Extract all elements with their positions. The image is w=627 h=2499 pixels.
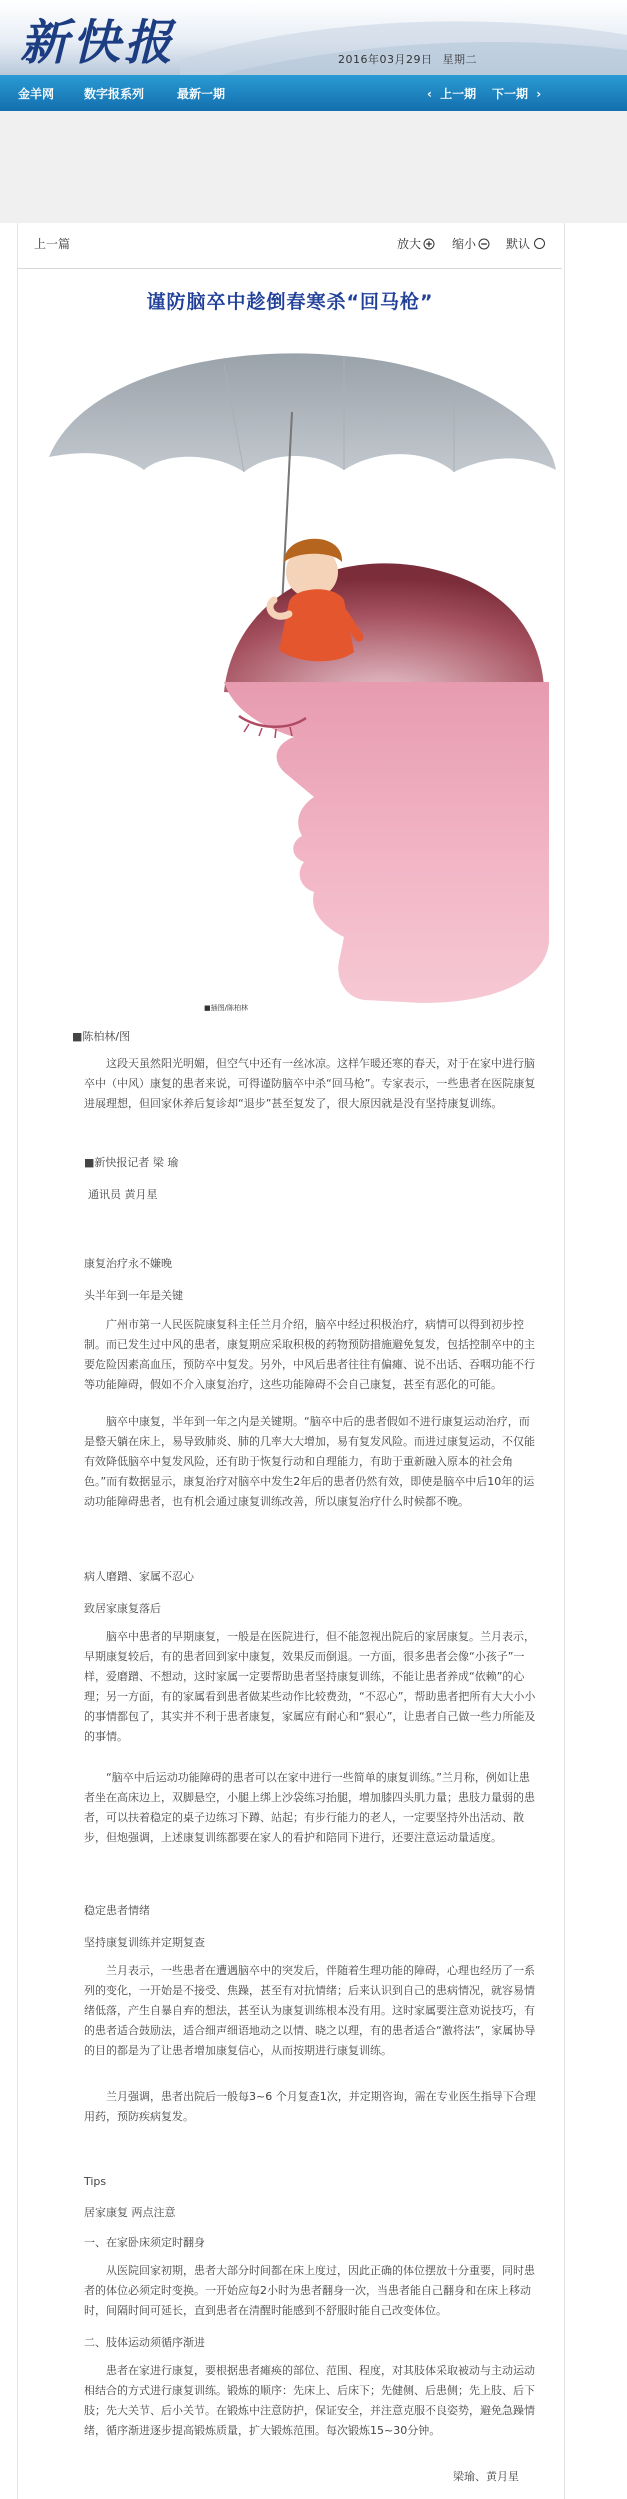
tip-heading: 二、肢体运动须循序渐进 bbox=[84, 2336, 205, 2349]
issue-weekday: 星期二 bbox=[442, 53, 477, 66]
lead-paragraph: 这段天虽然阳光明媚，但空气中还有一丝冰凉。这样乍暖还寒的春天，对于在家中进行脑卒中（中风）康复的患者来说，可得谨防脑卒中杀“回马枪”。专家表示，一些患者在医院康复进展理想，但回家休养后复诊却“退步”甚至复发了，很大原因就是没有坚持康复训练。 bbox=[84, 1057, 536, 1110]
section-paragraph: “脑卒中后运动功能障碍的患者可以在家中进行一些简单的康复训练。”兰月称，例如让患者坐在高床边上，双脚悬空，小腿上绑上沙袋练习抬腿，增加膝四头肌力量；患肢力量弱的患者，可以扶着稳定的桌子边练习下蹲、站起；有步行能力的老人，一定要坚持外出活动、散步，但炮强调，上述康复训练都要在家人的看护和陪同下进行，还要注意运动量适度。 bbox=[84, 1771, 535, 1844]
section-title: 稳定患者情绪 bbox=[84, 1904, 150, 1917]
illustration-caption: ■陈柏林/图 bbox=[72, 1030, 131, 1043]
default-size-label[interactable]: 默认 bbox=[506, 237, 531, 251]
issue-date bbox=[338, 51, 477, 67]
section-title: 康复治疗永不嫌晚 bbox=[84, 1257, 172, 1270]
header-spacer bbox=[0, 111, 627, 223]
nav-item-jinyang[interactable]: 金羊网 bbox=[18, 87, 55, 101]
default-size-icon[interactable] bbox=[534, 238, 545, 249]
section-paragraph: 广州市第一人民医院康复科主任兰月介绍，脑卒中经过积极治疗，病情可以得到初步控制。而已发生过中风的患者，康复期应采取积极的药物预防措施避免复发，包括控制卒中的主要危险因素高血压，预防卒中复发。另外，中风后患者往往有偏瘫、说不出话、吞咽功能不行等功能障碍，假如不介入康复治疗，这些功能障碍不会自己康复，甚至有恶化的可能。 bbox=[84, 1318, 535, 1391]
next-issue-label: 下一期 bbox=[492, 87, 529, 101]
reporter-byline: ■新快报记者 梁 瑜 bbox=[84, 1156, 179, 1169]
top-nav bbox=[0, 75, 627, 111]
tips-subtitle: 居家康复 两点注意 bbox=[84, 2206, 176, 2219]
section-title: 病人磨蹭、家属不忍心 bbox=[84, 1570, 194, 1583]
closing-byline: 梁瑜、黄月星 bbox=[453, 2470, 519, 2483]
masthead bbox=[0, 0, 627, 75]
tip-paragraph: 从医院回家初期，患者大部分时间都在床上度过，因此正确的体位摆放十分重要，同时患者的体位必须定时变换。一开始应每2小时为患者翻身一次，当患者能自己翻身和在床上移动时，间隔时间可延长，直到患者在清醒时能感到不舒服时能自己改变体位。 bbox=[84, 2264, 535, 2317]
section-subtitle: 坚持康复训练并定期复查 bbox=[84, 1936, 205, 1949]
tips-title: Tips bbox=[84, 2175, 107, 2188]
zoom-out-label[interactable]: 缩小 bbox=[452, 237, 477, 251]
article-illustration bbox=[44, 352, 564, 1012]
prev-issue-label: 上一期 bbox=[440, 87, 477, 101]
section-paragraph: 脑卒中康复，半年到一年之内是关键期。“脑卒中后的患者假如不进行康复运动治疗，而是整天躺在床上，易导致肺炎、肺的几率大大增加，易有复发风险。而进过康复运动，不仅能有效降低脑卒中复发风险，还有助于恢复行动和自理能力，有助于重新融入原本的社会角色。”而有数据显示，康复治疗对脑卒中发生2年后的患者仍然有效，即使是脑卒中后10年的运动功能障碍患者，也有机会通过康复训练改善，所以康复治疗什么时候都不晚。 bbox=[84, 1415, 535, 1508]
chevron-left-icon: ‹ bbox=[427, 87, 432, 101]
tip-heading: 一、在家卧床须定时翻身 bbox=[84, 2236, 205, 2249]
section-paragraph: 脑卒中患者的早期康复，一般是在医院进行，但不能忽视出院后的家居康复。兰月表示，早期康复较后，有的患者回到家中康复，效果反而倒退。一方面，很多患者会像“小孩子”一样，爱磨蹭、不想动，这时家属一定要帮助患者坚持康复训练，不能让患者养成“依赖”的心理；另一方面，有的家属看到患者做某些动作比较费劲，“不忍心”，帮助患者把所有大大小小的事情都包了，其实并不利于患者康复，家属应有耐心和“狠心”，让患者自己做一些力所能及的事情。 bbox=[84, 1630, 536, 1743]
tip-paragraph: 患者在家进行康复，要根据患者瘫痪的部位、范围、程度，对其肢体采取被动与主动运动相结合的方式进行康复训练。锻炼的顺序：先床上、后床下；先健侧、后患侧；先上肢、后下肢；先大关节、后小关节。在锻炼中注意防护，保证安全，并注意克服不良姿势，避免急躁情绪，循序渐进逐步提高锻炼质量，扩大锻炼范围。每次锻炼15~30分钟。 bbox=[84, 2364, 535, 2437]
section-paragraph: 兰月强调，患者出院后一般每3~6 个月复查1次，并定期咨询，需在专业医生指导下合理用药，预防疾病复发。 bbox=[84, 2090, 536, 2123]
chevron-right-icon: › bbox=[536, 87, 542, 101]
prev-issue-button[interactable] bbox=[427, 85, 476, 102]
issue-date-value: 2016年03月29日 bbox=[338, 53, 433, 66]
article-toolbar bbox=[18, 223, 562, 269]
nav-item-digital-papers[interactable]: 数字报系列 bbox=[84, 87, 145, 101]
masthead-logo[interactable]: 新快报 bbox=[20, 15, 177, 71]
nav-item-latest-issue[interactable]: 最新一期 bbox=[177, 87, 226, 101]
next-issue-button[interactable] bbox=[492, 85, 541, 102]
zoom-in-icon[interactable] bbox=[423, 238, 435, 250]
image-credit: ■插图/陈柏林 bbox=[204, 1004, 248, 1012]
section-subtitle: 致居家康复落后 bbox=[84, 1602, 161, 1615]
zoom-in-label[interactable]: 放大 bbox=[397, 237, 422, 251]
section-subtitle: 头半年到一年是关键 bbox=[84, 1289, 183, 1302]
section-paragraph: 兰月表示，一些患者在遭遇脑卒中的突发后，伴随着生理功能的障碍，心理也经历了一系列的变化，一开始是不接受、焦躁，甚至有对抗情绪；后来认识到自己的患病情况，就容易情绪低落，产生自暴自弃的想法，甚至认为康复训练根本没有用。这时家属要注意劝说技巧，有的患者适合鼓励法，适合细声细语地动之以情、晓之以理，有的患者适合“激将法”，家属协导的目的都是为了让患者增加康复信心，从而按期进行康复训练。 bbox=[84, 1964, 536, 2057]
zoom-out-icon[interactable] bbox=[478, 238, 490, 250]
article-title: 谨防脑卒中趁倒春寒杀“回马枪” bbox=[146, 291, 434, 313]
correspondent-byline: 通讯员 黄月星 bbox=[88, 1188, 158, 1201]
prev-article-link[interactable]: 上一篇 bbox=[34, 237, 71, 251]
